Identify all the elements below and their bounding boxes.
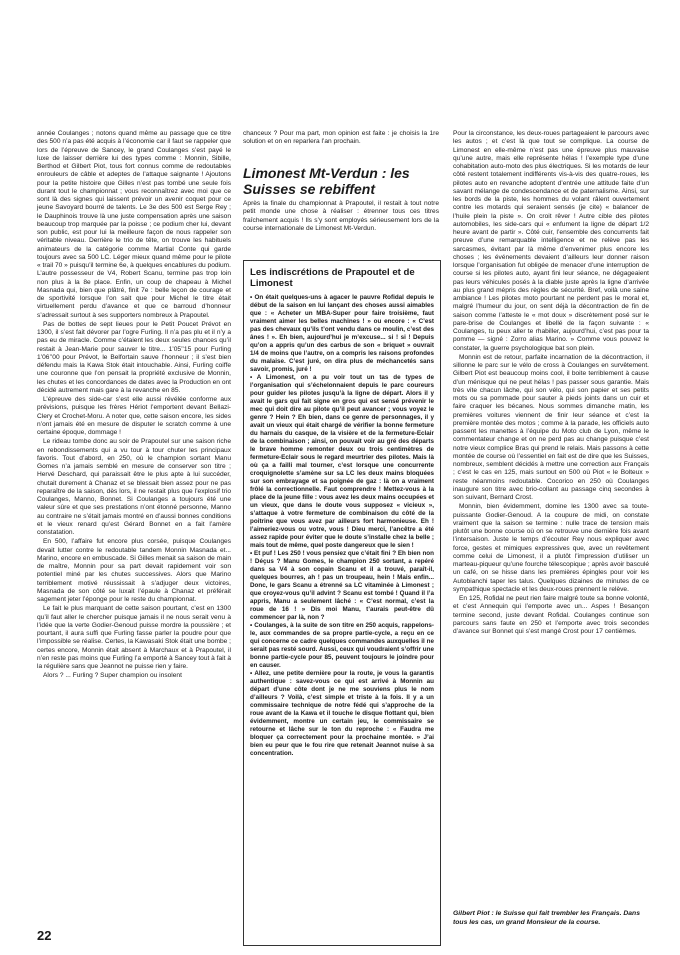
- box-paragraph: • Et puf ! Les 250 ! vous pensiez que c’était fini ? Eh bien non ! Déçus ? Manu Gomes, le champion 250 sortant, a repéré dans sa V4 à son copain Scanu et il a trouvé, paraît-il, quelques bourres, ah ! pas un troupeau, hein ! Mais enfin... Donc, le gars Scanu a étrenné sa LC vitaminée à Limonest ; que croyez-vous qu’il advint ? Scanu est tombé ! Quand il l’a appris, Manu a seulement lâché : « C’est normal, c’est la roue de 16 ! » Dis moi Manu, t’aurais peut-être dû commencer par là, non ?: [250, 550, 434, 621]
- paragraph: Pour la circonstance, les deux-roues partageaient le parcours avec les autos ; et c’est là que tout se complique. La course de Limonest en elle-même n’est pas une épreuve plus mauvaise qu’une autre, mais elle représente hélas ! l’exemple type d’une cohabitation auto-moto des plus électriques. Si les motards de leur côté restent totalement indifférents vis-à-vis des quatre-roues, les pilotes auto en revanche adoptent d’entrée une attitude faite d’un savant mélange de condescendance et de paternalisme. Ainsi, sur les bords de la piste, les hommes du volant râlent ouvertement contre les motards qui seraient sensés (je cite) « balancer de l’huile plein la piste ». On croit rêver ! Autre cible des pilotes automobiles, les side-cars qui « enfument la ligne de départ 1/2 heure avant de partir ». Côté cuir, l’ensemble des concurrents fait preuve d’une remarquable intelligence et ne relève pas les sarcasmes, évitant par là même d’envenimer plus encore les choses ; les événements devaient d’ailleurs leur donner raison lorsque l’organisation fut obligée de menacer d’une interruption de course si les pilotes auto, ayant fini leur séance, ne dégageaient pas leurs véhicules posés à la diable juste après la ligne d’arrivée au plus grand mépris des règles de sécurité. Bref, voilà une saine ambiance ! Les pilotes moto pourtant ne perdent pas le moral et, malgré l’humeur du jour, on sent déjà la décontraction de fin de saison comme l’atteste le « mot doux » discrètement posé sur le pare-brise de Coulanges et libellé de la façon suivante : « Coulanges, tu peux aller te rhabiller, aujourd’hui, c’est pas pour ta pomme — signé : Zorro alias Marino. » Comme vous pouvez le constater, la guerre psychologique bat son plein.: [453, 130, 649, 352]
- photo-caption: Gilbert Piot : le Suisse qui fait trembler les Français. Dans tous les cas, un grand Monsieur de la course.: [453, 910, 640, 926]
- article-column-1: [37, 130, 231, 682]
- paragraph: Le rideau tombe donc au soir de Prapoutel sur une saison riche en rebondissements qui a vu tour à tour chuter les principaux favoris. Tout d’abord, en 250, où le champion sortant Manu Gomes n’a jamais semblé en mesure de conserver son titre ; Hervé Deschard, qui paraissait être le plus apte à lui succéder, chutait durement à Chanaz et se blessait bien assez pour ne pas reparaître de la saison, dès lors, il ne restait plus que l’explosif trio Coulanges, Manno, Bonnet. Si Coulanges a toujours été une valeur sûre et que ses prestations n’ont étonné personne, Manno au contraire ne s’était jamais montré en d’aussi bonnes conditions et le vieux renard qu’est Gérard Bonnet en a fait l’amère constatation.: [37, 438, 231, 536]
- paragraph: Pas de bottes de sept lieues pour le Petit Poucet Prévot en 1300, il s’est fait dévorer par l’ogre Furling. Il n’a pas plu et il n’y a pas eu de miracle. Comme c’étaient les deux seules chances qu’il restait à Jean-Marie pour sauver le titre... 1’05’’15 pour Furling 1’06’’00 pour Prévot, le Belfortain sauve l’honneur ; il s’est bien défendu mais la Kawa Stok était intouchable. Ainsi, Furling coiffe une couronne que l’on pensait la propriété exclusive de Monnin, les chutes et les concordances de dates avec la Production en ont décidé autrement mais gare à la revanche en 85.: [37, 320, 231, 394]
- section-intro: Après la finale du championnat à Prapoutel, il restait à tout notre petit monde une chose à réaliser : étrenner tous ces titres fraîchement acquis ! Ils s’y sont employés sérieusement lors de la course internationale de Limonest Mt-Verdun.: [243, 200, 439, 232]
- box-paragraph: • Coulanges, à la suite de son titre en 250 acquis, rappelons-le, aux commandes de sa propre partie-cycle, a reçu en ce qui concerne ce cadre quelques commandes auxquelles il ne serait pas resté sourd. Aussi, ceux qui voudraient s’offrir une bonne partie-cycle pour 85, peuvent toujours le joindre pour en causer.: [250, 622, 434, 669]
- paragraph: L’épreuve des side-car s’est elle aussi révélée conforme aux prévisions, puisque les frères Hériot l’emportent devant Bellazi-Clery et Crochet-Moru. A noter que, cette saison encore, les sides n’ont jamais été en mesure de disputer le scratch comme à une certaine époque, dommage !: [37, 396, 231, 436]
- paragraph: Monnin, bien évidemment, domine les 1300 avec sa toute-puissante Godier-Genoud. A la coupure de midi, on constate vraiment que la saison se termine : nulle trace de tension mais plutôt une bonne course où on se retrouve une dernière fois avant l’intersaison. Juste le temps d’écouter Rey nous expliquer avec force, gestes et mimiques expressives que, avec un revêtement comme celui de Limonest, il a plutôt l’impression d’utiliser un marteau-piqueur qu’une fourche télescopique ; après avoir basculé un café, on se hisse dans les premières épingles pour voir les Autobianchi taper les talus. Quelques dizaines de minutes de ce sympathique spectacle et les deux-roues prennent le relève.: [453, 503, 649, 593]
- section-title: Limonest Mt-Verdun : les Suisses se rebiffent: [243, 165, 410, 197]
- paragraph: Monnin est de retour, parfaite incarnation de la décontraction, il sillonne le parc sur le vélo de cross à Coulanges en survêtement. Gilbert Piot est beaucoup moins cool, il boite terriblement à cause d’un ménisque qui ne peut hélas ! pas passer sous garantie. Mais très vite chacun lâche, qui son vélo, qui son papier et ses petits mots ou sa pommade pour sauter à pieds joints dans un cuir et faire craquer les bécanes. Nous sommes dimanche matin, les premières voitures viennent de finir leur séance et c’est la première montée des motos ; comme à la parade, les officiels auto passent les manettes à l’équipe du Moto club de Lyon, même le commentateur change et on ne perd pas au change puisque c’est notre vieux complice Bras qui prend le relais. Mais passons à cette montée de course où l’essentiel en fait est de dire que les Suisses, nombreux, semblent décidés à mettre une correction aux Français ; c’est le cas en 125, mais surtout en 500 où Piot « le Bolteux » reste néanmoins redoutable. Cocorico en 250 où Coulanges inaugure son titre avec brio-collant au passage cinq secondes à son suivant, Bernard Crost.: [453, 353, 649, 501]
- box-body: [250, 294, 434, 758]
- article-column-3: [453, 130, 649, 637]
- box-title: Les indiscrétions de Prapoutel et de Limonest: [250, 267, 415, 289]
- box-paragraph: • A Limonest, on a pu voir tout un tas de types de l’organisation qui s’échelonnaient depuis le parc coureurs pour guider les pilotes jusqu’à la ligne de départ. Alors il y avait le gars qui fait signe en gros qui est sensé prévenir le mec qui doit dire au pilote qu’il peut avancer ; vous voyez le genre ? Hein ? Eh bien, dans ce genre de personnages, il y avait un vieux qui était chargé de vérifier la bonne fermeture du harnais du casque, de la visière et de la fermeture-Eclair de la combinaison ; ainsi, on pouvait voir au gré des départs le brave homme remonter deux ou trois centimètres de fermeture-Eclair sous le regard meurtrier des pilotes. Mais là où ça a failli mal tourner, c’est lorsque une concurrente croquignolette s’amène sur sa LC les deux mains bloquées sur son embrayage et sa poignée de gaz : là on a vraiment frôlé la correctionnelle. Faut comprendre ! Mettez-vous à la place de la jeune fille : vous avez les deux mains occupées et un vieux, que dans le doute vous supposez « vicieux », s’attaque à votre fermeture de combinaison du côté de la poitrine que vous avez par ailleurs fort harmonieuse. Eh ! l’aimeriez-vous ou votre, vous ! Dieu merci, l’ancêtre a été assez rapide pour éviter que le doute s’installe chez la belle ; mais tout de même, quel poste dangereux que le sien !: [250, 374, 434, 549]
- paragraph: Le fait le plus marquant de cette saison pourtant, c’est en 1300 qu’il faut aller le chercher puisque jamais il ne nous serait venu à l’idée que la verte Godier-Genoud puisse mordre la poussière ; et pourtant, il aura suffi que Furling fasse parler la poudre pour que l’impossible se réalise. Certes, la Kawasaki Stok était une bombe ; certes encore, Monnin était absent à Marchaux et à Prapoutel, il n’en reste pas moins que Furling l’a emporté à Sancey tout à fait à la régulière sans que Jeannot ne puisse rien y faire.: [37, 605, 231, 670]
- paragraph: chanceux ? Pour ma part, mon opinion est faite : je choisis la 1re solution et on en reparlera l’an prochain.: [243, 130, 439, 146]
- page-number: 22: [37, 928, 52, 943]
- box-paragraph: • On était quelques-uns à agacer le pauvre Rofidal depuis le début de la saison en lui lançant des choses aussi aimables que : « Acheter un MBA-Super pour faire troisième, faut vraiment aimer les belles machines ! » ou encore : « C’est pas des chevaux qu’ils t’ont vendu dans ce moulin, c’est des ânes ! ». Eh bien, aujourd’hui je m’excuse... si ! si ! Depuis qu’on a appris qu’un des carbus de son « briquet » ouvrait 1/4 de moins que l’autre, on a compris les raisons profondes du malaise. C’est juré, on dira plus de méchancetés sans savoir, promis, juré !: [250, 294, 434, 373]
- sidebar-box: [243, 260, 441, 946]
- paragraph: En 500, l’affaire fut encore plus corsée, puisque Coulanges devait lutter contre le redoutable tandem Monnin Masnada et... Marino, encore en embuscade. Si Gilles menait sa saison de main de maître, Monnin pour sa part devait rapidement voir son potentiel miné par les chutes successives. Alors que Marino terriblement motivé réussissait à s’adjuger deux victoires, Masnada de son côté se luxait l’épaule à Chanaz et préférait sagement jeter l’éponge pour le reste du championnat.: [37, 538, 231, 603]
- box-paragraph: • Allez, une petite dernière pour la route, je vous la garantis authentique : savez-vous ce qui est arrivé à Monnin au départ d’une côte dont je ne me souviens plus le nom d’ailleurs ? Voilà, c’est simple et triste à la fois. Il y a un commissaire technique de notre fédé qui s’approche de la roue avant de la Kawa et il touche le disque flottant qui, bien évidemment, montre un certain jeu, le commissaire se retourne et lâche sur le ton du reproche : « Faudra me bloquer ça correctement pour la prochaine montée. » J’ai bien eu peur que le fou rire que retenait Jeannot nuise à sa concentration.: [250, 670, 434, 757]
- paragraph: En 125, Rofidal ne peut rien faire malgré toute sa bonne volonté, et c’est Annequin qui l’emporte avec un... Aspes ! Besançon termine second, juste devant Rofidal. Coulanges continue son parcours sans faute en 250 et l’emporte avec trois secondes d’avance sur Bonnet qui s’est mangé Crost pour 17 centièmes.: [453, 595, 649, 635]
- paragraph: Alors ? ... Furling ? Super champion ou insolent: [43, 672, 182, 680]
- paragraph: année Coulanges ; notons quand même au passage que ce titre des 500 n’a pas été acquis à l’économie car il faut se rappeler que lors de l’épreuve de Sancey, le grand Coulanges s’est payé le luxe de laisser derrière lui des types comme : Monnin, Sibille, Berthod et Gilbert Piot, tous fort connus comme de redoutables enrouleurs de câble et adeptes de l’attaque saignante ! Ajoutons pour la petite histoire que Gilles n’est pas tombé une seule fois durant tout le championnat ; vous reconnaîtrez avec moi que ce sont là des signes qui laissent prévoir un avenir coquet pour ce jeune Savoyard bourré de talents. Le 3e des 500 est Serge Rey ; le Dauphinois trouve là une juste compensation après une saison beaucoup trop marquée par la poisse ; ce podium cher lui, devant son public, est pour lui la meilleure façon de nous rappeler son véritable niveau. Derrière le trio de tête, on trouve les habituels animateurs de la catégorie comme Martial Conte qui garde toujours avec sa 500 LC. Léger mieux quand même pour le pilote « trail 70 » puisqu’il termine 6e, à quelques encablures du podium. L’autre possesseur de V4, Robert Scanu, termine pas trop loin non plus à la 8e place. Enfin, un coup de chapeau à Michel Masnada qui, bien que plâtré, finit 7e : belle leçon de courage et de sportivité lorsque l’on sait que pour Michel le titre était virtuellement perdu d’avance et que ce barroud d’honneur s’adressait surtout à ses supporters nombreux à Prapoutel.: [37, 130, 231, 319]
